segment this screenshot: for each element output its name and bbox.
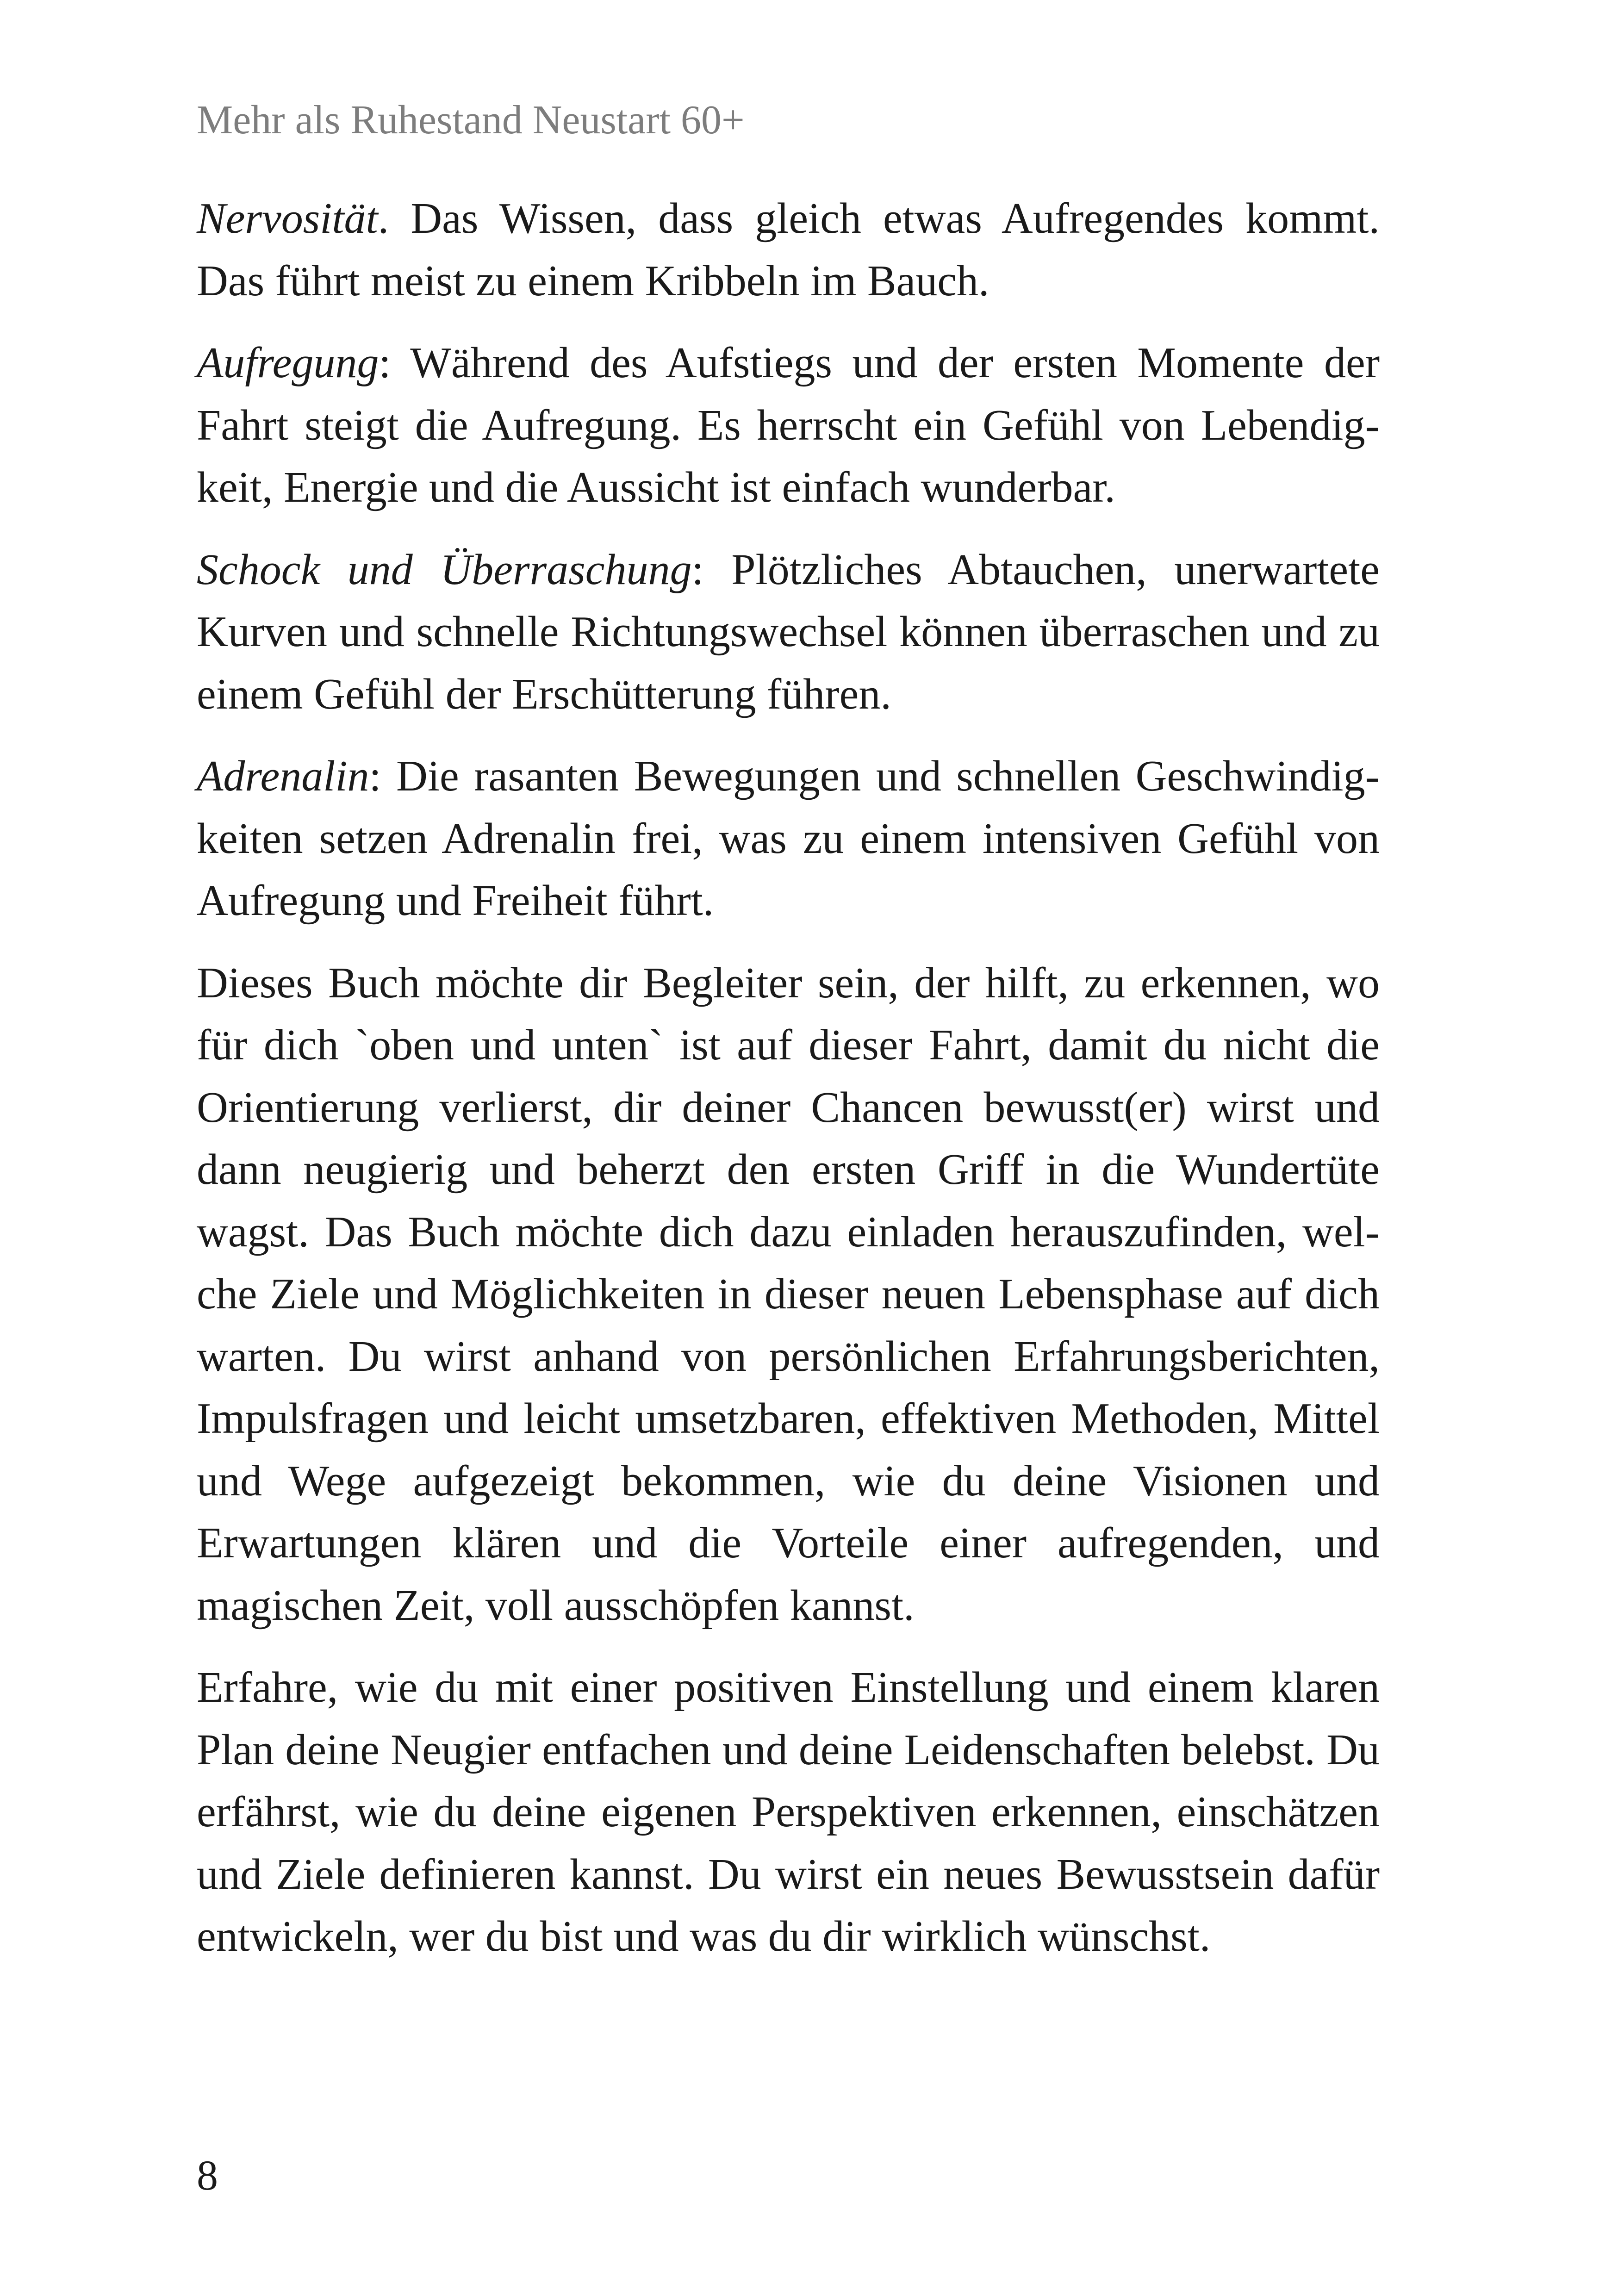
term-label: Schock und Überraschung <box>197 545 692 594</box>
paragraph-text: : Die rasanten Bewegungen und schnellen Geschwindigkeiten setzen Adrenalin frei, was zu einem intensiven Gefühl von Aufregung und Freiheit führt. <box>197 752 1380 925</box>
paragraph-text: Dieses Buch möchte dir Begleiter sein, der hilft, zu erkennen, wo für dich `oben und unten` ist auf dieser Fahrt, damit du nicht die Orientierung verlierst, dir deiner Chancen bewusst(er) wirst und dann neugierig und beherzt den ersten Griff in die Wundertüte wagst. Das Buch möchte dich dazu einladen herauszufinden, welche Ziele und Möglichkeiten in dieser neuen Lebensphase auf dich warten. Du wirst anhand von persönlichen Erfahrungsberichten, Impulsfragen und leicht umsetzbaren, effektiven Methoden, Mittel und Wege aufgezeigt bekommen, wie du deine Visionen und Erwartungen klären und die Vorteile einer aufregenden, und magischen Zeit, voll ausschöpfen kannst. <box>197 958 1380 1630</box>
term-label: Adrenalin <box>197 752 369 800</box>
paragraph-text: Erfahre, wie du mit einer positiven Einstellung und einem klaren Plan deine Neugier entfachen und deine Leidenschaften belebst. Du erfährst, wie du deine eigenen Perspektiven erkennen, einschätzen und Ziele definieren kannst. Du wirst ein neues Bewusstsein dafür entwickeln, wer du bist und was du dir wirklich wünschst. <box>197 1663 1380 1960</box>
paragraph-schock <box>197 539 1380 726</box>
paragraph-erfahre <box>197 1656 1380 1968</box>
paragraph-text: . Das Wissen, dass gleich etwas Aufregendes kommt. Das führt meist zu einem Kribbeln im Bauch. <box>197 194 1380 305</box>
paragraph-aufregung <box>197 332 1380 519</box>
paragraph-text: : Während des Aufstiegs und der ersten Momente der Fahrt steigt die Aufregung. Es herrscht ein Gefühl von Lebendigkeit, Energie und die Aussicht ist einfach wunderbar. <box>197 339 1380 511</box>
term-label: Nervosität <box>197 194 378 243</box>
paragraph-adrenalin <box>197 745 1380 932</box>
term-label: Aufregung <box>197 339 379 387</box>
paragraph-buch-begleiter <box>197 952 1380 1637</box>
body-text <box>197 187 1380 1988</box>
running-header: Mehr als Ruhestand Neustart 60+ <box>197 98 745 143</box>
page-number: 8 <box>197 2152 218 2199</box>
paragraph-text: : Plötzliches Abtauchen, unerwartete Kurven und schnelle Richtungswechsel können überraschen und zu einem Gefühl der Erschütterung führen. <box>197 545 1380 718</box>
paragraph-nervositaet <box>197 187 1380 312</box>
